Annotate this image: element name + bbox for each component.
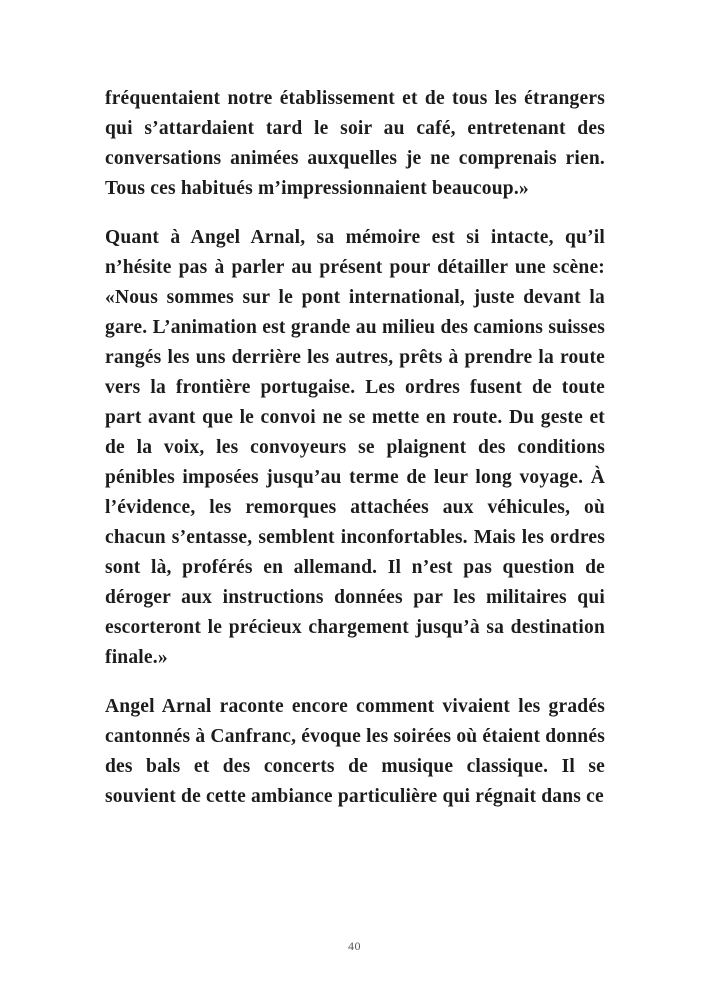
paragraph-1: fréquentaient notre établissement et de tous les étrangers qui s’attardaient tard le soir au café, entretenant des conversations animées auxquelles je ne comprenais rien. Tous ces habitués m’impressionnaient beaucoup.»: [105, 88, 605, 199]
body-text: [105, 84, 605, 812]
paragraph-3: Angel Arnal raconte encore comment vivaient les gradés cantonnés à Canfranc, évoque les soirées où étaient donnés des bals et des concerts de musique classique. Il se souvient de cette ambiance particulière qui régnait dans ce: [105, 696, 605, 807]
paragraph-2: Quant à Angel Arnal, sa mémoire est si intacte, qu’il n’hésite pas à parler au présent pour détailler une scène: «Nous sommes sur le pont international, juste devant la gare. L’animation est grande au milieu des camions suisses rangés les uns derrière les autres, prêts à prendre la route vers la frontière portugaise. Les ordres fusent de toute part avant que le convoi ne se mette en route. Du geste et de la voix, les convoyeurs se plaignent des conditions pénibles imposées jusqu’au terme de leur long voyage. À l’évidence, les remorques attachées aux véhicules, où chacun s’entasse, semblent inconfortables. Mais les ordres sont là, proférés en allemand. Il n’est pas question de déroger aux instructions données par les militaires qui escorteront le précieux chargement jusqu’à sa destination finale.»: [105, 227, 605, 668]
page-number: 40: [348, 939, 361, 953]
